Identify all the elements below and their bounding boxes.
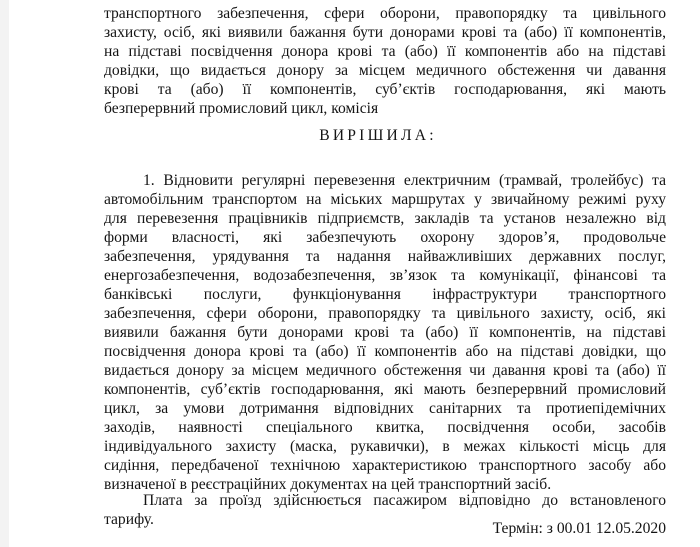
- page-edge-shadow: [0, 0, 9, 547]
- fare-line: тарифу.: [104, 511, 154, 528]
- item1-line: автомобільним транспортом на міських маршрутах у звичайному режимі руху: [104, 191, 666, 208]
- item1-line: забезпечення, урядування та надання найважливіших державних послуг,: [104, 248, 666, 265]
- item1-line: компонентів, суб’єктів господарювання, які мають безперервний промисловий: [104, 381, 666, 398]
- term-date: Термін: з 00.01 12.05.2020: [492, 520, 666, 537]
- intro-line: крові та (або) її компонентів, суб’єктів господарювання, які мають: [104, 81, 666, 98]
- item1-line: банківські послуги, функціонування інфраструктури транспортного: [104, 286, 666, 303]
- intro-line: на підставі посвідчення донора крові та (або) її компонентів або на підставі: [104, 43, 666, 60]
- item1-line: виявили бажання бути донорами крові та (або) її компонентів, на підставі: [104, 324, 666, 341]
- item1-line: визначеної в реєстраційних документах на цей транспортний засіб.: [104, 476, 552, 493]
- item1-line: форми власності, які забезпечують охорону здоров’я, продовольче: [104, 229, 666, 246]
- item1-line: сидіння, передбаченої технічною характеристикою транспортного засобу або: [104, 457, 666, 474]
- item1-line: забезпечення, сфери оборони, правопорядку та цивільного захисту, осіб, які: [104, 305, 666, 322]
- intro-line: довідки, що видається донору за місцем медичного обстеження чи давання: [104, 62, 666, 79]
- item1-line: цикл, за умови дотримання відповідних санітарних та протиепідемічних: [104, 400, 666, 417]
- item1-line: видається донору за місцем медичного обстеження чи давання крові та (або) її: [104, 362, 666, 379]
- item1-line: енергозабезпечення, водозабезпечення, зв’язок та комунікації, фінансові та: [104, 267, 666, 284]
- intro-line: безперервний промисловий цикл, комісія: [104, 100, 379, 117]
- item1-line: для перевезення працівників підприємств, закладів та установ незалежно від: [104, 210, 666, 227]
- item1-line: заходів, наявності спеціального квитка, посвідчення особи, засобів: [104, 419, 666, 436]
- item1-line: 1. Відновити регулярні перевезення електричним (трамвай, тролейбус) та: [143, 172, 666, 189]
- intro-line: транспортного забезпечення, сфери оборони, правопорядку та цивільного: [104, 5, 666, 22]
- intro-line: захисту, осіб, які виявили бажання бути донорами крові та (або) її компонентів,: [104, 24, 666, 41]
- fare-line: Плата за проїзд здійснюється пасажиром відповідно до встановленого: [143, 492, 666, 509]
- decision-heading: ВИРІШИЛА:: [319, 127, 437, 144]
- item1-line: індивідуального захисту (маска, рукавички), в межах кількості місць для: [104, 438, 666, 455]
- item1-line: посвідчення донора крові та (або) її компонентів або на підставі довідки, що: [104, 343, 666, 360]
